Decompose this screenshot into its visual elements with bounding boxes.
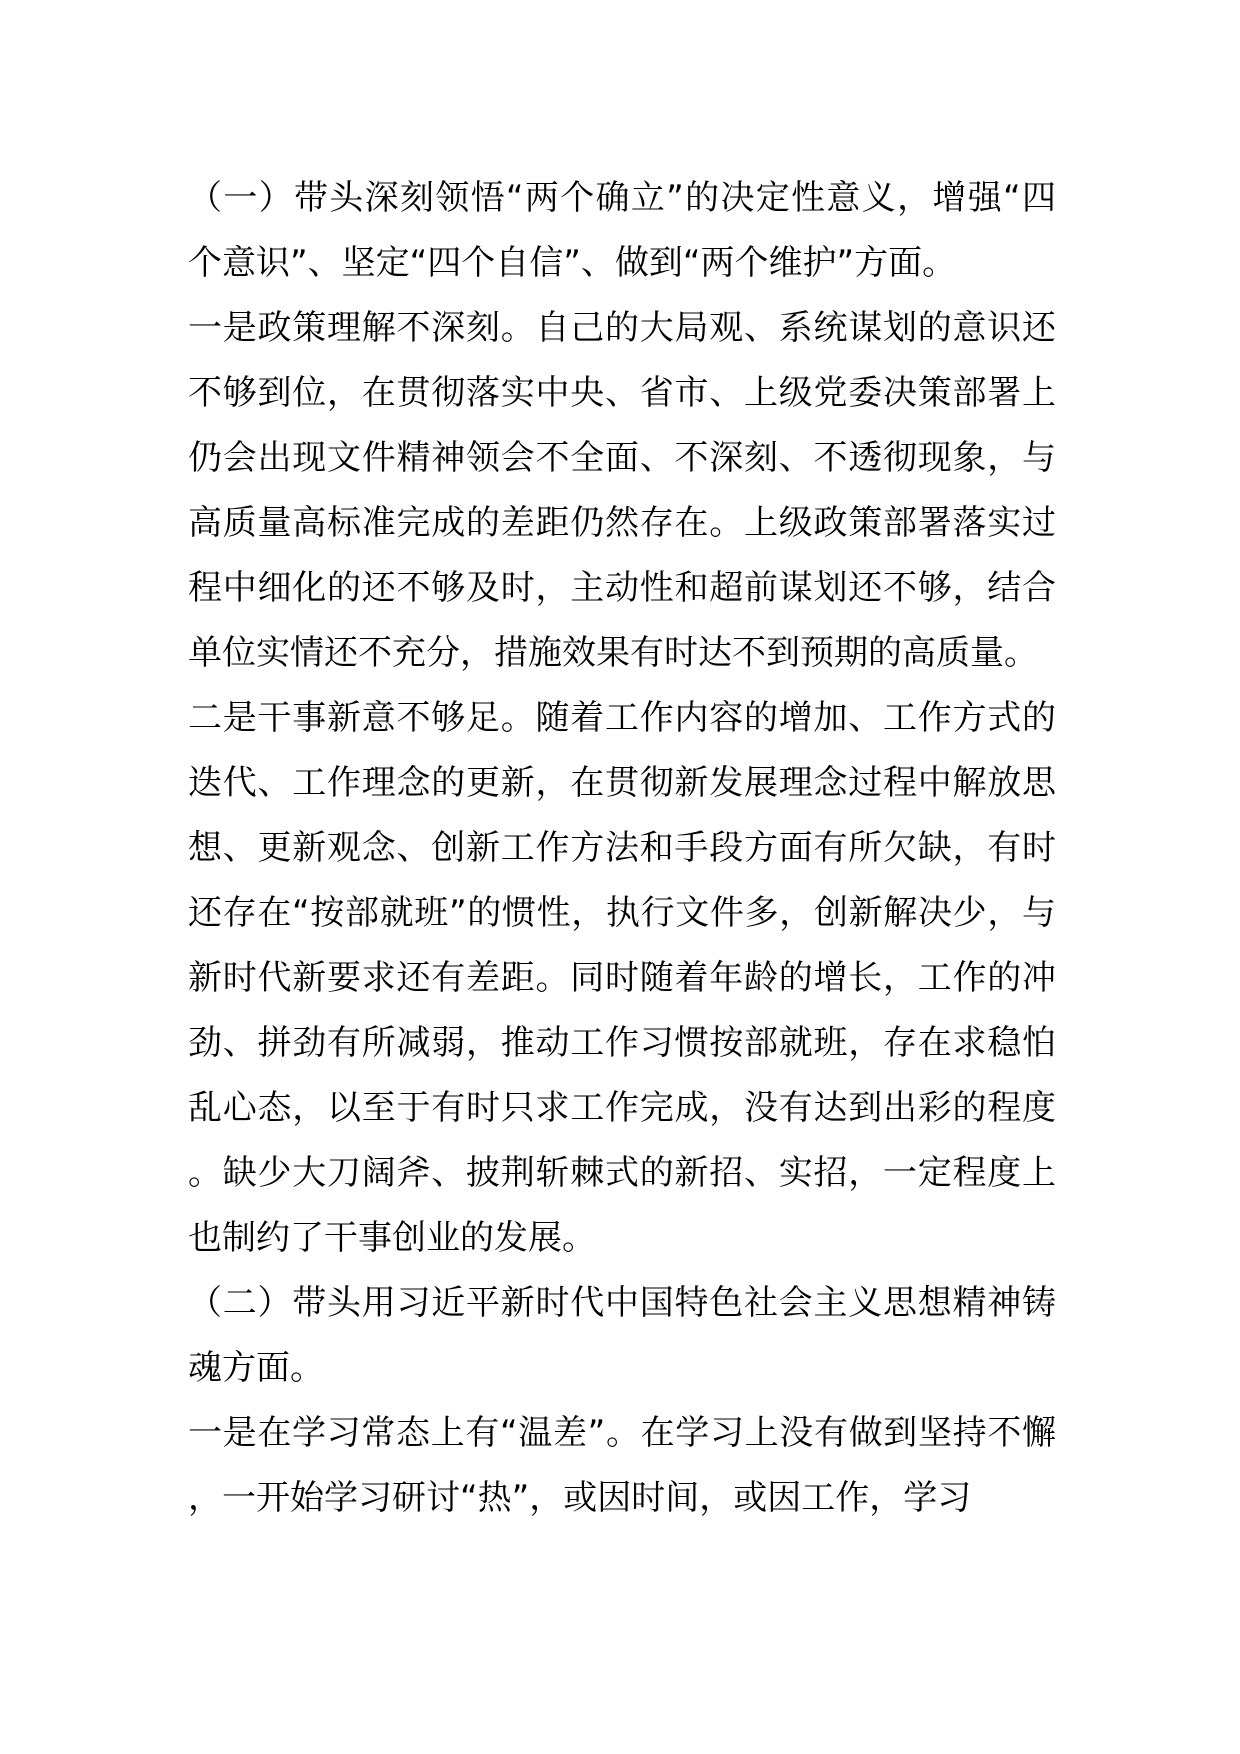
section-heading-2: （二）带头用习近平新时代中国特色社会主义思想精神铸魂方面。 — [188, 1283, 1056, 1388]
document-body — [188, 166, 1056, 1531]
section-heading-1: （一）带头深刻领悟“两个确立”的决定性意义，增强“四个意识”、坚定“四个自信”、做到“两个维护”方面。 — [188, 178, 1056, 283]
paragraph-study-routine: 一是在学习常态上有“温差”。在学习上没有做到坚持不懈，一开始学习研讨“热”，或因时间，或因工作，学习 — [188, 1413, 1056, 1518]
paragraph-innovation: 二是干事新意不够足。随着工作内容的增加、工作方式的迭代、工作理念的更新，在贯彻新发展理念过程中解放思想、更新观念、创新工作方法和手段方面有所欠缺，有时还存在“按部就班”的惯性，执行文件多，创新解决少，与新时代新要求还有差距。同时随着年龄的增长，工作的冲劲、拼劲有所减弱，推动工作习惯按部就班，存在求稳怕乱心态，以至于有时只求工作完成，没有达到出彩的程度。缺少大刀阔斧、披荆斩棘式的新招、实招，一定程度上也制约了干事创业的发展。 — [188, 698, 1056, 1258]
paragraph-policy-understanding: 一是政策理解不深刻。自己的大局观、系统谋划的意识还不够到位，在贯彻落实中央、省市、上级党委决策部署上仍会出现文件精神领会不全面、不深刻、不透彻现象，与高质量高标准完成的差距仍然存在。上级政策部署落实过程中细化的还不够及时，主动性和超前谋划还不够，结合单位实情还不充分，措施效果有时达不到预期的高质量。 — [188, 308, 1056, 673]
